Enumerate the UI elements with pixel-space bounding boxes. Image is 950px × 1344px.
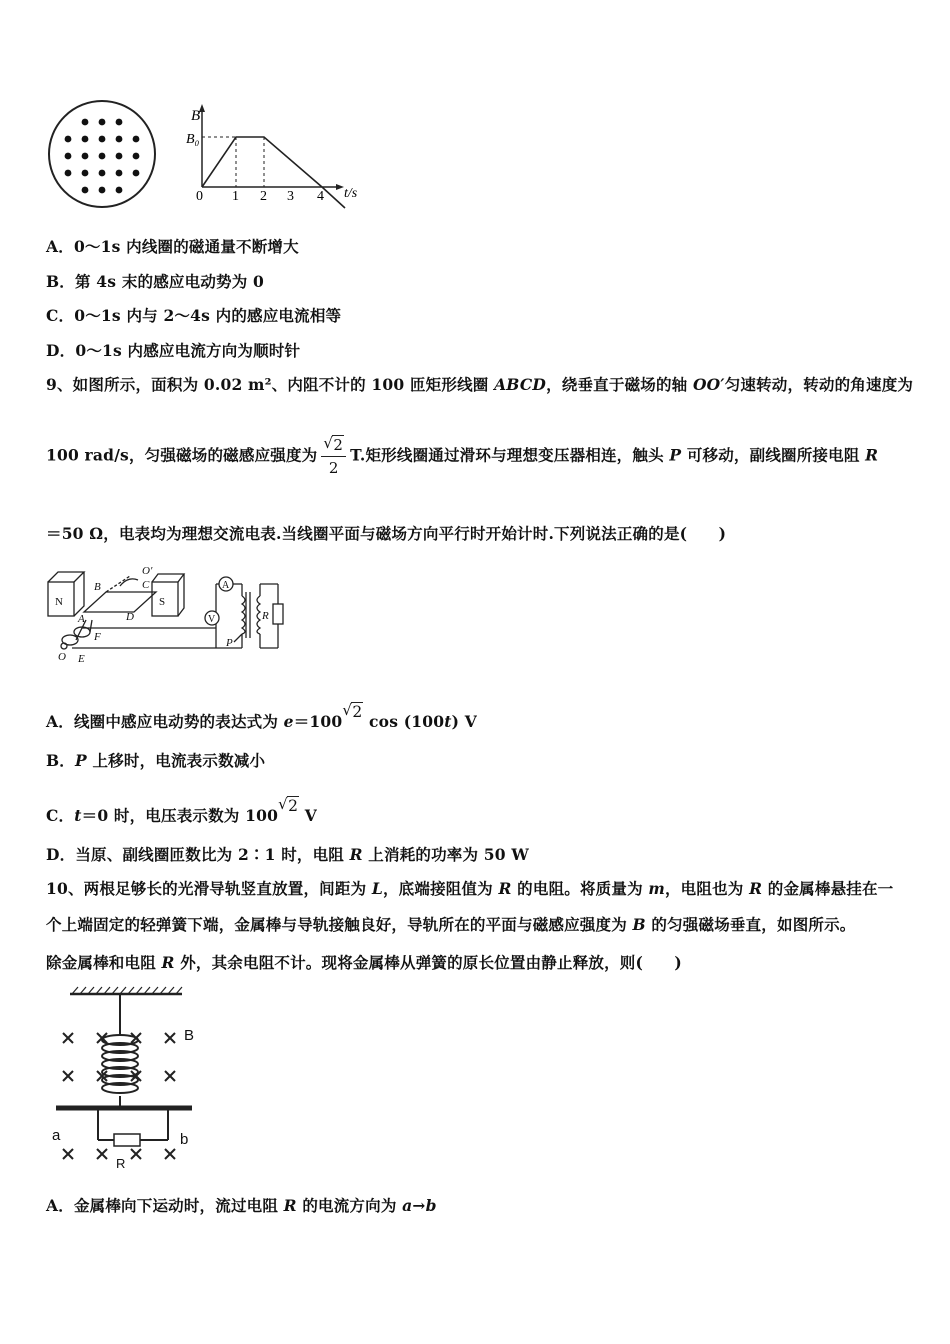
svg-text:B: B — [94, 581, 101, 593]
svg-text:R: R — [262, 610, 269, 622]
spring-rail-figure — [46, 984, 206, 1174]
field-dot — [82, 153, 89, 160]
field-cross — [165, 1149, 175, 1159]
q8-option-b: B．第 4s 末的感应电动势为 0 — [46, 272, 265, 291]
q9-option-c: C．t＝0 时，电压表示数为 100 √ 2 V — [46, 795, 317, 825]
field-dot — [65, 153, 72, 160]
field-dot — [82, 187, 89, 194]
svg-text:O: O — [58, 651, 66, 663]
x-axis-label: t/s — [344, 186, 358, 201]
q10-stem-line3: 除金属棒和电阻 R 外，其余电阻不计。现将金属棒从弹簧的原长位置由静止释放，则( ) — [46, 953, 682, 972]
y-axis-label: B — [191, 108, 201, 124]
x-tick-label: 1 — [232, 189, 239, 204]
svg-text:C: C — [142, 579, 150, 591]
q10-stem-line2: 个上端固定的轻弹簧下端，金属棒与导轨接触良好，导轨所在的平面与磁感应强度为 B 的匀强磁场垂直，如图所示。 — [46, 915, 856, 934]
field-dot — [133, 136, 140, 143]
field-cross — [165, 1071, 175, 1081]
field-dot — [99, 153, 106, 160]
field-cross — [63, 1071, 73, 1081]
generator-transformer-figure — [46, 562, 286, 668]
svg-text:S: S — [159, 596, 166, 608]
field-cross — [131, 1149, 141, 1159]
field-cross — [165, 1033, 175, 1043]
q9-stem-line1: 9、如图所示，面积为 0.02 m²、内阻不计的 100 匝矩形线圈 ABCD，绕垂直于磁场的轴 OO′匀速转动，转动的角速度为 — [46, 375, 914, 394]
q9-option-a: A．线圈中感应电动势的表达式为 e＝100 √ 2 cos (100t) V — [46, 701, 477, 731]
q9-stem-line3: ＝50 Ω，电表均为理想交流电表.当线圈平面与磁场方向平行时开始计时.下列说法正确的是( ) — [46, 524, 727, 543]
q10-stem-line1: 10、两根足够长的光滑导轨竖直放置，间距为 L，底端接阻值为 R 的电阻。将质量为 m，电阻也为 R 的金属棒悬挂在一 — [46, 879, 894, 898]
q10-option-a: A．金属棒向下运动时，流过电阻 R 的电流方向为 a→b — [46, 1196, 437, 1215]
field-dot — [133, 170, 140, 177]
field-dot — [133, 153, 140, 160]
field-cross — [63, 1149, 73, 1159]
q9-option-d: D．当原、副线圈匝数比为 2∶1 时，电阻 R 上消耗的功率为 50 W — [46, 845, 529, 864]
svg-text:N: N — [55, 596, 63, 608]
field-dot — [99, 119, 106, 126]
field-dot — [65, 136, 72, 143]
field-dot — [82, 119, 89, 126]
svg-text:F: F — [94, 631, 101, 643]
field-cross — [97, 1149, 107, 1159]
q9-stem-line2: 100 rad/s，匀强磁场的磁感应强度为 √ 2 2 T.矩形线圈通过滑环与理想变压器相连，触头 P 可移动，副线圈所接电阻 R — [46, 434, 879, 477]
field-dot — [116, 187, 123, 194]
svg-text:O′: O′ — [142, 565, 153, 577]
svg-text:b: b — [180, 1131, 189, 1148]
field-dot — [82, 170, 89, 177]
field-dot — [116, 153, 123, 160]
field-dot — [116, 119, 123, 126]
field-dot — [99, 170, 106, 177]
q9-option-b: B．P 上移时，电流表示数减小 — [46, 751, 266, 770]
y-tick-label: B₀ — [186, 132, 200, 147]
svg-text:E: E — [78, 653, 85, 665]
field-dot — [65, 170, 72, 177]
svg-text:a: a — [52, 1127, 61, 1144]
q8-option-a: A．0～1s 内线圈的磁通量不断增大 — [46, 237, 299, 256]
x-tick-label: 3 — [287, 189, 294, 204]
field-dot — [116, 170, 123, 177]
svg-text:B: B — [184, 1027, 195, 1044]
svg-text:R: R — [116, 1156, 126, 1171]
field-dot — [82, 136, 89, 143]
sqrt2-over-2-fraction: √ 2 2 — [321, 436, 346, 477]
svg-text:A: A — [78, 613, 85, 625]
svg-text:V: V — [208, 614, 216, 625]
x-tick-label: 4 — [317, 189, 324, 204]
field-dot — [116, 136, 123, 143]
svg-text:P: P — [226, 637, 233, 649]
q8-option-d: D．0～1s 内感应电流方向为顺时针 — [46, 341, 301, 360]
x-tick-label: 2 — [260, 189, 267, 204]
q8-option-c: C．0～1s 内与 2～4s 内的感应电流相等 — [46, 306, 342, 325]
svg-text:D: D — [126, 611, 134, 623]
b-t-graph — [180, 100, 370, 210]
field-cross — [63, 1033, 73, 1043]
field-dot — [99, 136, 106, 143]
magnetic-field-circle-figure — [46, 98, 158, 210]
svg-text:A: A — [222, 580, 230, 591]
field-dot — [99, 187, 106, 194]
origin-label: 0 — [196, 189, 203, 204]
